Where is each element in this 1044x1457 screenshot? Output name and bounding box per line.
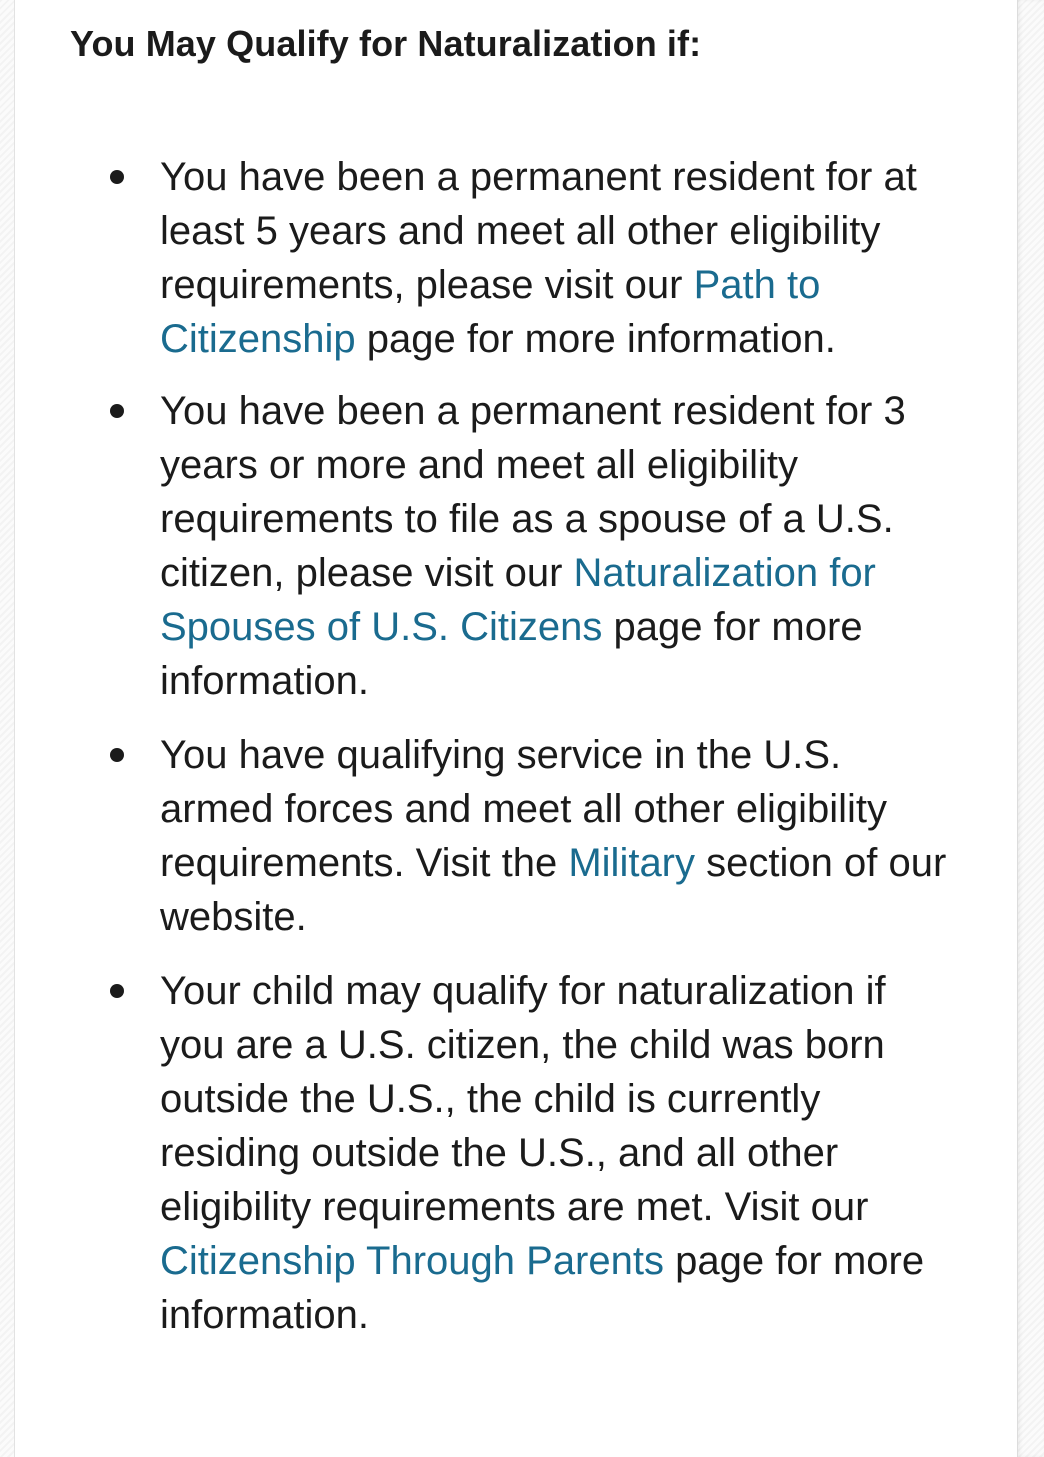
list-item-spouse-3-years bbox=[70, 384, 960, 708]
path-to-citizenship-link[interactable]: Path to Citizenship bbox=[160, 263, 821, 361]
list-item-text: page for more information. bbox=[355, 317, 836, 361]
list-item-child-qualification bbox=[70, 964, 960, 1342]
list-item-text: You have been a permanent resident for 3 years or more and meet all eligibility requirements to file as a spouse of a U.S. citizen, please visit our bbox=[160, 389, 906, 595]
list-item-text: page for more information. bbox=[160, 605, 863, 703]
list-item-permanent-resident-5-years bbox=[70, 150, 960, 366]
military-link[interactable]: Military bbox=[568, 841, 696, 885]
list-item-text: section of our website. bbox=[160, 841, 947, 939]
list-item-text: page for more information. bbox=[160, 1239, 925, 1337]
bullet-icon bbox=[110, 404, 124, 418]
qualification-list bbox=[70, 150, 970, 1360]
section-heading: You May Qualify for Naturalization if: bbox=[70, 23, 702, 64]
bullet-icon bbox=[110, 748, 124, 762]
bullet-icon bbox=[110, 170, 124, 184]
list-item-text: You have qualifying service in the U.S. armed forces and meet all other eligibility requirements. Visit the bbox=[160, 733, 888, 885]
page-left-edge bbox=[0, 0, 15, 1457]
citizenship-through-parents-link[interactable]: Citizenship Through Parents bbox=[160, 1239, 664, 1283]
list-item-military-service bbox=[70, 728, 960, 944]
list-item-text: Your child may qualify for naturalization if you are a U.S. citizen, the child was born outside the U.S., the child is currently residing outside the U.S., and all other eligibility requirements are met. Visit our bbox=[160, 969, 886, 1229]
main-content bbox=[70, 0, 970, 1337]
page-right-edge bbox=[1017, 0, 1044, 1457]
bullet-icon bbox=[110, 984, 124, 998]
list-item-text: You have been a permanent resident for at least 5 years and meet all other eligibility requirements, please visit our bbox=[160, 155, 917, 307]
naturalization-for-spouses-link[interactable]: Naturalization for Spouses of U.S. Citizens bbox=[160, 551, 876, 649]
